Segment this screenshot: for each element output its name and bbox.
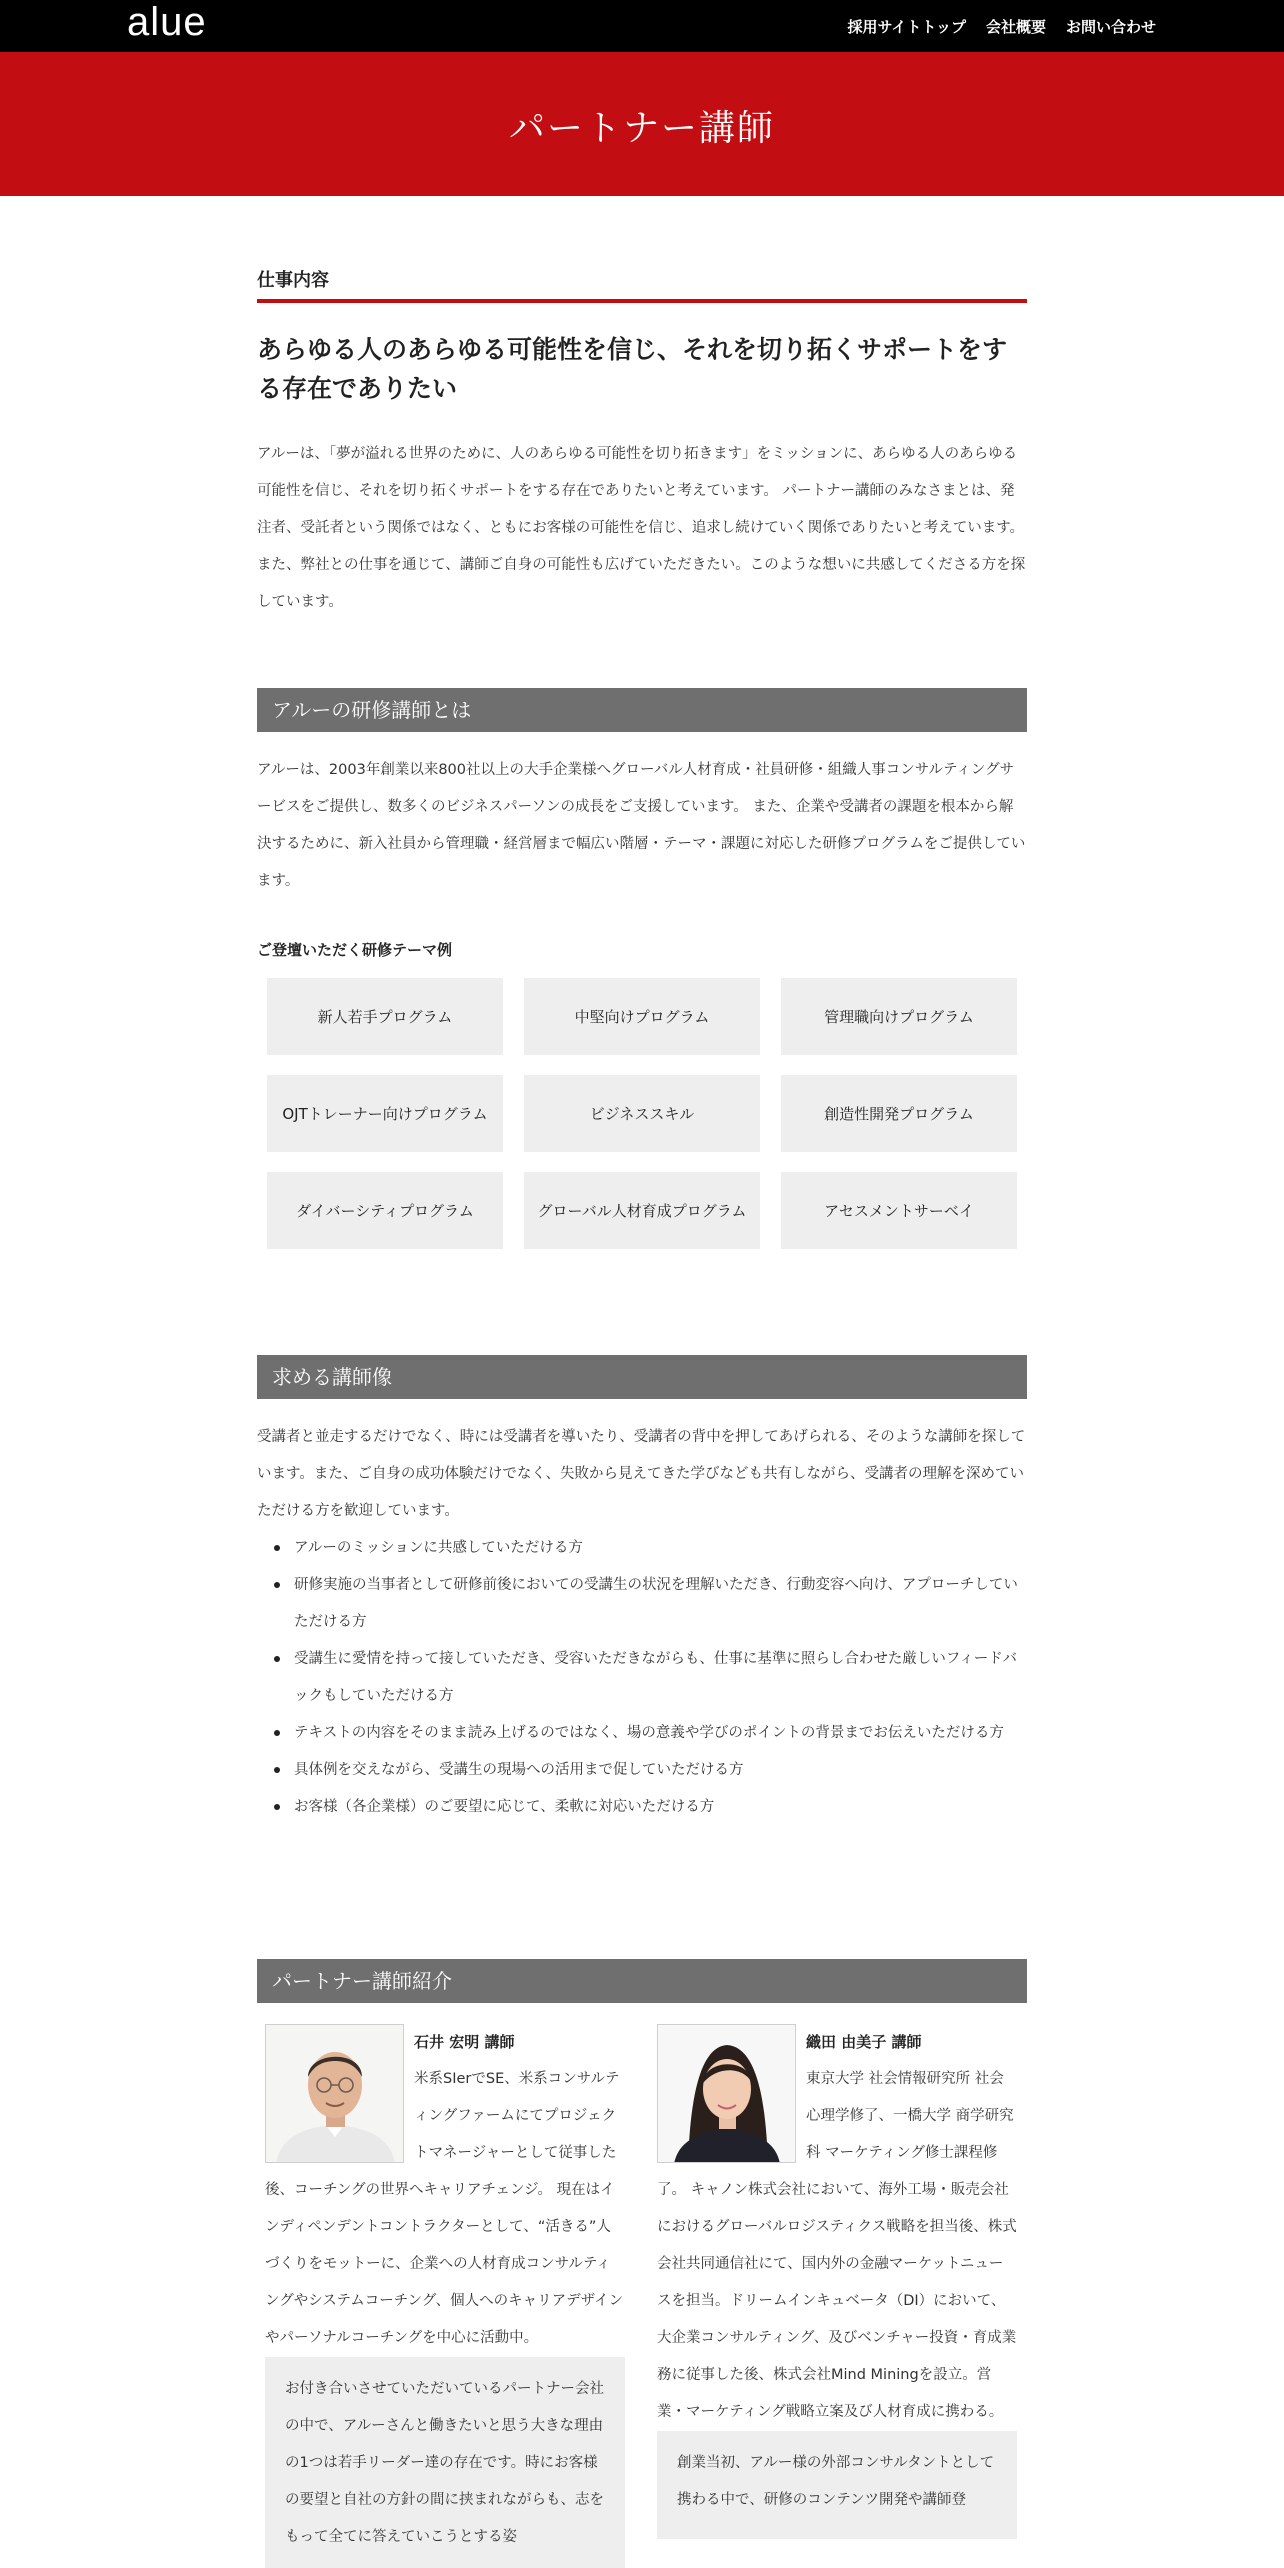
partner-quote: お付き合いさせていただいているパートナー会社の中で、アルーさんと働きたいと思う大きな理由の1つは若手リーダー達の存在です。時にお客様の要望と自社の方針の間に挟まれながらも、志をもって全てに答えていこうとする姿 bbox=[265, 2357, 625, 2568]
theme-tile: 管理職向けプログラム bbox=[781, 978, 1017, 1055]
requirements-list bbox=[257, 1530, 1027, 1826]
partner-name: 織田 由美子 講師 bbox=[806, 2033, 922, 2051]
ideal-section-heading: 求める講師像 bbox=[257, 1355, 1027, 1399]
theme-tile: アセスメントサーベイ bbox=[781, 1172, 1017, 1249]
list-item: テキストの内容をそのまま読み上げるのではなく、場の意義や学びのポイントの背景までお伝えいただける方 bbox=[257, 1715, 1027, 1752]
ideal-description: 受講者と並走するだけでなく、時には受講者を導いたり、受講者の背中を押してあげられる、そのような講師を探しています。また、ご自身の成功体験だけでなく、失敗から見えてきた学びなども共有しながら、受講者の理解を深めていただける方を歓迎しています。 bbox=[257, 1429, 1026, 1519]
company-logo[interactable]: alue bbox=[127, 0, 207, 44]
theme-tile: 新人若手プログラム bbox=[267, 978, 503, 1055]
theme-tile: OJTトレーナー向けプログラム bbox=[267, 1075, 503, 1152]
list-item: 受講生に愛情を持って接していただき、受容いただきながらも、仕事に基準に照らし合わせた厳しいフィードバックもしていただける方 bbox=[257, 1641, 1027, 1715]
hero-banner bbox=[0, 52, 1284, 196]
header-nav bbox=[847, 16, 1156, 37]
top-navbar bbox=[0, 0, 1284, 52]
partner-name: 石井 宏明 講師 bbox=[414, 2033, 515, 2051]
list-item: お客様（各企業様）のご要望に応じて、柔軟に対応いただける方 bbox=[257, 1789, 1027, 1826]
partner-bio: 米系SIerでSE、米系コンサルティングファームにてプロジェクトマネージャーとして従事した後、コーチングの世界へキャリアチェンジ。 現在はインディペンデントコントラクターとして、“活きる”人づくりをモットーに、企業への人材育成コンサルティングやシステムコーチング、個人へのキャリアデザインやパーソナルコーチングを中心に活動中。 bbox=[265, 2071, 624, 2346]
nav-link-contact[interactable]: お問い合わせ bbox=[1065, 18, 1156, 36]
theme-tile: グローバル人材育成プログラム bbox=[524, 1172, 760, 1249]
page-title: パートナー講師 bbox=[508, 108, 775, 149]
job-lead-heading: あらゆる人のあらゆる可能性を信じ、それを切り拓くサポートをする存在でありたい bbox=[257, 335, 1008, 403]
partner-photo-oda bbox=[657, 2024, 796, 2163]
list-item: 研修実施の当事者として研修前後においての受講生の状況を理解いただき、行動変容へ向け、アプローチしていただける方 bbox=[257, 1567, 1027, 1641]
theme-tile: 創造性開発プログラム bbox=[781, 1075, 1017, 1152]
partner-quote: 創業当初、アルー様の外部コンサルタントとして携わる中で、研修のコンテンツ開発や講師登 bbox=[657, 2431, 1017, 2539]
partner-photo-ishii bbox=[265, 2024, 404, 2163]
nav-link-company[interactable]: 会社概要 bbox=[985, 18, 1046, 36]
about-section-heading: アルーの研修講師とは bbox=[257, 688, 1027, 732]
partners-section-heading: パートナー講師紹介 bbox=[257, 1959, 1027, 2003]
themes-heading: ご登壇いただく研修テーマ例 bbox=[257, 941, 453, 959]
partner-card bbox=[657, 2024, 1017, 2539]
list-item: 具体例を交えながら、受講生の現場への活用まで促していただける方 bbox=[257, 1752, 1027, 1789]
theme-tile: 中堅向けプログラム bbox=[524, 978, 760, 1055]
about-description: アルーは、2003年創業以来800社以上の大手企業様へグローバル人材育成・社員研修・組織人事コンサルティングサービスをご提供し、数多くのビジネスパーソンの成長をご支援しています。 また、企業や受講者の課題を根本から解決するために、新入社員から管理職・経営層まで幅広い階層・テーマ・課題に対応した研修プログラムをご提供しています。 bbox=[257, 762, 1026, 889]
themes-grid bbox=[267, 978, 1017, 1249]
partner-bio: 東京大学 社会情報研究所 社会心理学修了、一橋大学 商学研究科 マーケティング修士課程修了。 キャノン株式会社において、海外工場・販売会社におけるグローバルロジスティクス戦略を担当後、株式会社共同通信社にて、国内外の金融マーケットニュースを担当。ドリームインキュベータ（DI）において、大企業コンサルティング、及びベンチャー投資・育成業務に従事した後、株式会社Mind Miningを設立。営業・マーケティング戦略立案及び人材育成に携わる。 bbox=[657, 2071, 1017, 2420]
partner-card bbox=[265, 2024, 625, 2568]
nav-link-recruit-top[interactable]: 採用サイトトップ bbox=[847, 18, 966, 36]
job-description: アルーは、「夢が溢れる世界のために、人のあらゆる可能性を切り拓きます」をミッションに、あらゆる人のあらゆる可能性を信じ、それを切り拓くサポートをする存在でありたいと考えています。 パートナー講師のみなさまとは、発注者、受託者という関係ではなく、ともにお客様の可能性を信じ、追求し続けていく関係でありたいと考えています。 また、弊社との仕事を通じて、講師ご自身の可能性も広げていただきたい。このような想いに共感してくださる方を探しています。 bbox=[257, 446, 1026, 610]
theme-tile: ダイバーシティプログラム bbox=[267, 1172, 503, 1249]
list-item: アルーのミッションに共感していただける方 bbox=[257, 1530, 1027, 1567]
theme-tile: ビジネススキル bbox=[524, 1075, 760, 1152]
job-section-label: 仕事内容 bbox=[257, 266, 1027, 303]
